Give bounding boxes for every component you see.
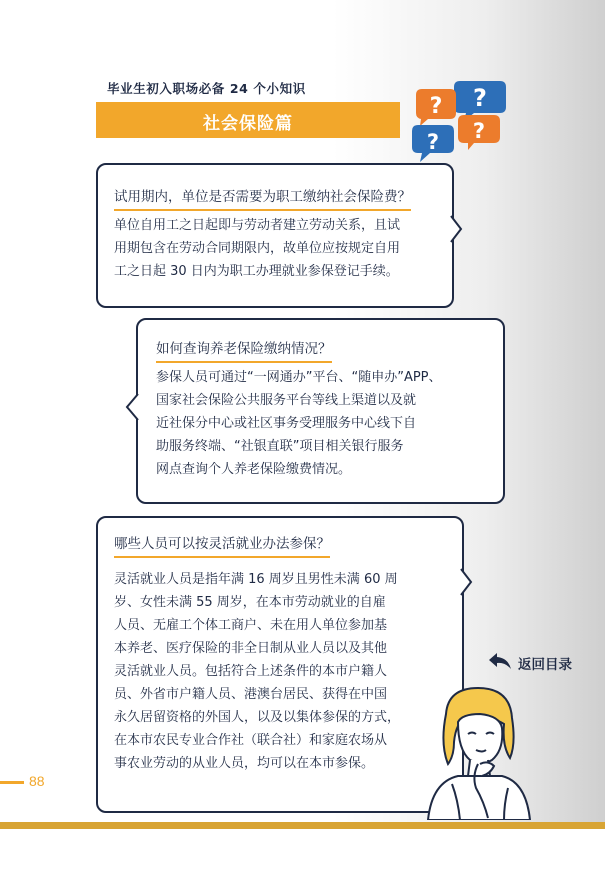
return-arrow-icon — [487, 651, 513, 671]
answer-3-line: 人员、无雇工个体工商户、未在用人单位参加基 — [114, 618, 388, 633]
answer-3-line: 本养老、医疗保险的非全日制从业人员以及其他 — [114, 641, 388, 656]
svg-text:?: ? — [426, 130, 440, 154]
series-title: 毕业生初入职场必备 24 个小知识 — [107, 81, 306, 96]
page-number-rule — [0, 781, 24, 784]
answer-3 — [114, 568, 400, 775]
answer-2 — [156, 366, 442, 481]
answer-3-line: 岁、女性未满 55 周岁，在本市劳动就业的自雇 — [114, 595, 386, 610]
answer-3-line: 永久居留资格的外国人，以及以集体参保的方式， — [114, 710, 401, 725]
svg-text:?: ? — [472, 119, 486, 143]
answer-3-line: 员、外省市户籍人员、港澳台居民、获得在中国 — [114, 687, 388, 702]
orange-bubble-top-icon — [416, 89, 456, 126]
page-number: 88 — [29, 773, 45, 789]
blue-bubble-bottom-icon — [412, 125, 454, 162]
thinking-woman-illustration — [418, 684, 538, 820]
question-bubbles-icon — [408, 75, 508, 165]
speech-tail-right — [461, 567, 473, 597]
answer-1-line: 工之日起 30 日内为职工办理就业参保登记手续。 — [114, 264, 399, 279]
footer-rule — [0, 822, 605, 829]
question-3: 哪些人员可以按灵活就业办法参保？ — [114, 532, 330, 558]
answer-3-line: 灵活就业人员。包括符合上述条件的本市户籍人 — [114, 664, 388, 679]
answer-3-line: 事农业劳动的从业人员，均可以在本市参保。 — [114, 756, 375, 771]
answer-2-line: 近社保分中心或社区事务受理服务中心线下自 — [156, 416, 417, 431]
section-title: 社会保险篇 — [203, 114, 293, 134]
speech-tail-right — [451, 214, 463, 244]
orange-bubble-bottom-icon — [458, 115, 500, 150]
question-2: 如何查询养老保险缴纳情况？ — [156, 337, 332, 363]
question-1: 试用期内，单位是否需要为职工缴纳社会保险费？ — [114, 185, 411, 211]
footer-strip — [0, 829, 605, 875]
answer-2-line: 参保人员可通过“一网通办”平台、“随申办”APP、 — [156, 370, 442, 385]
answer-2-line: 国家社会保险公共服务平台等线上渠道以及就 — [156, 393, 417, 408]
answer-2-line: 助服务终端、“社银直联”项目相关银行服务 — [156, 439, 404, 454]
speech-tail-left — [125, 392, 138, 422]
answer-2-line: 网点查询个人养老保险缴费情况。 — [156, 462, 352, 477]
back-to-contents-label: 返回目录 — [518, 657, 572, 673]
answer-1 — [114, 214, 400, 283]
answer-3-line: 在本市农民专业合作社（联合社）和家庭农场从 — [114, 733, 388, 748]
section-banner — [96, 102, 400, 138]
answer-1-line: 用期包含在劳动合同期限内，故单位应按规定自用 — [114, 241, 401, 256]
answer-1-line: 单位自用工之日起即与劳动者建立劳动关系，且试 — [114, 218, 401, 233]
svg-text:?: ? — [473, 84, 487, 112]
back-to-contents-link[interactable] — [487, 650, 587, 674]
answer-3-line: 灵活就业人员是指年满 16 周岁且男性未满 60 周 — [114, 572, 398, 587]
svg-text:?: ? — [429, 94, 443, 119]
